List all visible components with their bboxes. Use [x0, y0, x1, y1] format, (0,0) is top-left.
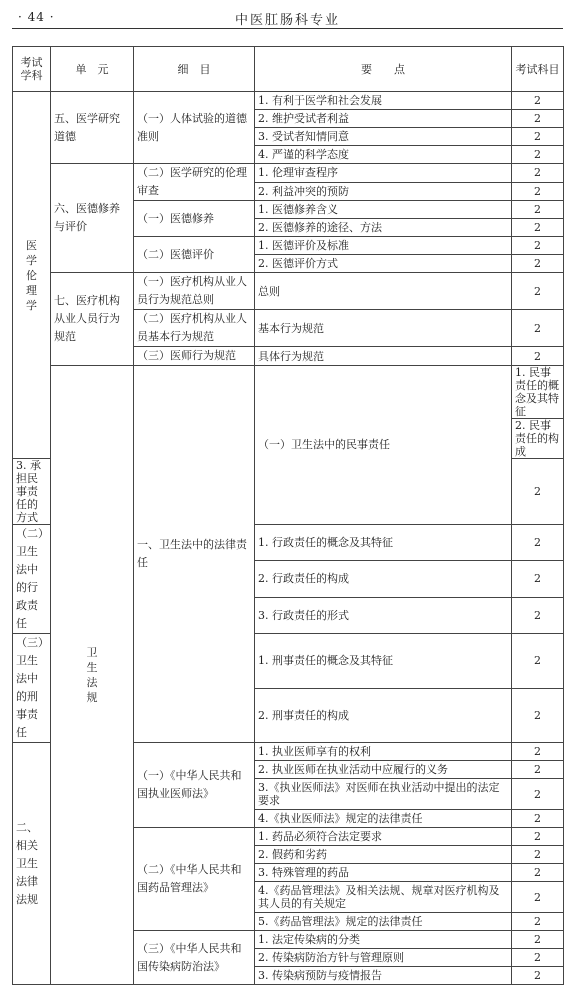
level-cell: 2 [512, 561, 564, 597]
table-row [13, 164, 564, 183]
level-cell: 2 [512, 967, 564, 985]
point-cell: 2. 行政责任的构成 [255, 561, 512, 597]
level-cell: 2 [512, 597, 564, 633]
detail-cell: （一）《中华人民共和国执业医师法》 [134, 743, 255, 828]
level-cell: 2 [512, 146, 564, 164]
level-cell: 2 [512, 459, 564, 525]
unit-cell: 一、卫生法中的法律责任 [134, 366, 255, 743]
detail-cell: （一）人体试验的道德准则 [134, 92, 255, 164]
header-detail: 细 目 [134, 47, 255, 92]
level-cell: 2 [512, 913, 564, 931]
point-cell: 4.《药品管理法》及相关法规、规章对医疗机构及其人员的有关规定 [255, 882, 512, 913]
level-cell: 2 [512, 237, 564, 255]
point-cell: 2. 医德修养的途径、方法 [255, 219, 512, 237]
point-cell: 3. 行政责任的形式 [255, 597, 512, 633]
point-cell: 3. 受试者知情同意 [255, 128, 512, 146]
point-cell: 3. 承担民事责任的方式 [13, 459, 51, 525]
header-rule [12, 28, 563, 29]
point-cell: 基本行为规范 [255, 310, 512, 347]
point-cell: 2. 维护受试者利益 [255, 110, 512, 128]
detail-cell: （二）医学研究的伦理审查 [134, 164, 255, 201]
level-cell: 2 [512, 882, 564, 913]
point-cell: 2. 假药和劣药 [255, 846, 512, 864]
detail-cell: （一）卫生法中的民事责任 [255, 366, 512, 525]
table-header-row [13, 47, 564, 92]
unit-cell: 二、相关卫生法律法规 [13, 743, 51, 985]
level-cell: 2 [512, 743, 564, 761]
table-row [13, 366, 564, 419]
unit-cell: 七、医疗机构从业人员行为规范 [51, 273, 134, 366]
level-cell: 2 [512, 110, 564, 128]
level-cell: 2 [512, 347, 564, 366]
level-cell: 2 [512, 864, 564, 882]
subject-cell: 医学伦理学 [13, 92, 51, 459]
detail-cell: （三）《中华人民共和国传染病防治法》 [134, 931, 255, 985]
syllabus-table [12, 46, 564, 985]
level-cell: 2 [512, 688, 564, 743]
detail-cell: （二）卫生法中的行政责任 [13, 525, 51, 634]
point-cell: 1. 伦理审查程序 [255, 164, 512, 183]
level-cell: 2 [512, 525, 564, 561]
level-cell: 2 [512, 128, 564, 146]
level-cell: 2 [512, 273, 564, 310]
level-cell: 2 [512, 828, 564, 846]
point-cell: 2. 刑事责任的构成 [255, 688, 512, 743]
level-cell: 2 [512, 931, 564, 949]
level-cell: 2 [512, 164, 564, 183]
header-subject: 考试学科 [13, 47, 51, 92]
level-cell: 2 [512, 634, 564, 689]
subject-cell: 卫生法规 [51, 366, 134, 985]
header-points: 要 点 [255, 47, 512, 92]
detail-cell: （一）医德修养 [134, 201, 255, 237]
level-cell: 2 [512, 779, 564, 810]
level-cell: 2 [512, 201, 564, 219]
point-cell: 5.《药品管理法》规定的法律责任 [255, 913, 512, 931]
unit-cell: 六、医德修养与评价 [51, 164, 134, 273]
point-cell: 2. 执业医师在执业活动中应履行的义务 [255, 761, 512, 779]
header-level: 考试科目 [512, 47, 564, 92]
detail-cell: （三）医师行为规范 [134, 347, 255, 366]
level-cell: 2 [512, 219, 564, 237]
point-cell: 3. 传染病预防与疫情报告 [255, 967, 512, 985]
point-cell: 1. 药品必须符合法定要求 [255, 828, 512, 846]
table-row [13, 273, 564, 310]
point-cell: 2. 民事责任的构成 [512, 419, 564, 459]
point-cell: 2. 传染病防治方针与管理原则 [255, 949, 512, 967]
point-cell: 3. 特殊管理的药品 [255, 864, 512, 882]
table-row [13, 92, 564, 110]
level-cell: 2 [512, 182, 564, 201]
point-cell: 1. 医德修养含义 [255, 201, 512, 219]
detail-cell: （二）医德评价 [134, 237, 255, 273]
unit-cell: 五、医学研究道德 [51, 92, 134, 164]
point-cell: 1. 刑事责任的概念及其特征 [255, 634, 512, 689]
page-header [12, 6, 563, 28]
point-cell: 3.《执业医师法》对医师在执业活动中提出的法定要求 [255, 779, 512, 810]
point-cell: 1. 民事责任的概念及其特征 [512, 366, 564, 419]
level-cell: 2 [512, 761, 564, 779]
point-cell: 总则 [255, 273, 512, 310]
detail-cell: （二）《中华人民共和国药品管理法》 [134, 828, 255, 931]
page-number: · 44 · [18, 10, 55, 24]
page-title: 中医肛肠科专业 [234, 13, 340, 28]
level-cell: 2 [512, 846, 564, 864]
point-cell: 1. 有利于医学和社会发展 [255, 92, 512, 110]
level-cell: 2 [512, 810, 564, 828]
level-cell: 2 [512, 949, 564, 967]
detail-cell: （二）医疗机构从业人员基本行为规范 [134, 310, 255, 347]
point-cell: 1. 医德评价及标准 [255, 237, 512, 255]
point-cell: 2. 医德评价方式 [255, 255, 512, 273]
point-cell: 1. 法定传染病的分类 [255, 931, 512, 949]
level-cell: 2 [512, 255, 564, 273]
point-cell: 具体行为规范 [255, 347, 512, 366]
point-cell: 1. 执业医师享有的权利 [255, 743, 512, 761]
point-cell: 2. 利益冲突的预防 [255, 182, 512, 201]
level-cell: 2 [512, 310, 564, 347]
point-cell: 4.《执业医师法》规定的法律责任 [255, 810, 512, 828]
detail-cell: （三）卫生法中的刑事责任 [13, 634, 51, 743]
level-cell: 2 [512, 92, 564, 110]
point-cell: 1. 行政责任的概念及其特征 [255, 525, 512, 561]
detail-cell: （一）医疗机构从业人员行为规范总则 [134, 273, 255, 310]
header-unit: 单 元 [51, 47, 134, 92]
point-cell: 4. 严谨的科学态度 [255, 146, 512, 164]
